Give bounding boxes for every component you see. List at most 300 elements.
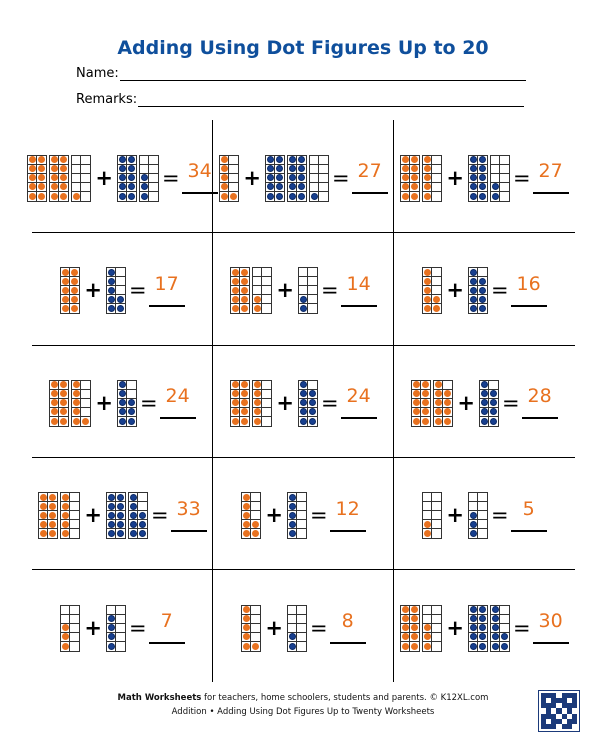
blue-dot xyxy=(289,530,296,537)
blue-dot xyxy=(501,643,508,650)
blue-dot xyxy=(117,296,124,303)
addition-problem xyxy=(213,493,394,539)
plus-sign: + xyxy=(446,278,464,302)
addition-problem xyxy=(32,605,213,651)
orange-dot xyxy=(73,418,80,425)
ten-frame xyxy=(287,492,307,539)
answer-underline xyxy=(330,642,366,644)
blue-dot xyxy=(479,606,486,613)
blue-dot xyxy=(470,287,477,294)
blue-dot xyxy=(267,174,274,181)
blue-dot xyxy=(108,521,115,528)
blue-dot xyxy=(289,643,296,650)
orange-dot xyxy=(241,296,248,303)
answer-underline xyxy=(341,417,377,419)
blue-dot xyxy=(309,399,316,406)
addition-problem xyxy=(213,605,394,651)
orange-dot xyxy=(424,156,431,163)
blue-dot xyxy=(108,624,115,631)
ten-frame xyxy=(241,492,261,539)
footer-brand: Math Worksheets xyxy=(117,693,202,703)
orange-dot xyxy=(73,390,80,397)
orange-dot xyxy=(51,156,58,163)
orange-dot xyxy=(243,521,250,528)
blue-dot xyxy=(130,503,137,510)
plus-sign: + xyxy=(243,165,261,190)
orange-dot xyxy=(402,193,409,200)
answer-blank[interactable] xyxy=(160,387,196,419)
blue-dot-figure xyxy=(265,155,329,202)
blue-dot xyxy=(298,193,305,200)
blue-dot xyxy=(470,633,477,640)
orange-dot xyxy=(243,615,250,622)
blue-dot-figure xyxy=(468,155,510,202)
orange-dot xyxy=(62,624,69,631)
orange-dot xyxy=(424,643,431,650)
blue-dot xyxy=(108,615,115,622)
answer-underline xyxy=(171,530,207,532)
orange-dot xyxy=(221,174,228,181)
orange-dot xyxy=(62,269,69,276)
orange-dot xyxy=(62,530,69,537)
orange-dot xyxy=(221,183,228,190)
blue-dot xyxy=(470,624,477,631)
blue-dot xyxy=(289,193,296,200)
orange-dot xyxy=(62,494,69,501)
blue-dot xyxy=(119,156,126,163)
orange-dot xyxy=(62,521,69,528)
orange-dot xyxy=(402,643,409,650)
remarks-field[interactable] xyxy=(76,92,524,107)
blue-dot xyxy=(470,615,477,622)
orange-dot xyxy=(40,521,47,528)
orange-dot xyxy=(243,512,250,519)
orange-dot xyxy=(444,408,451,415)
orange-dot xyxy=(40,494,47,501)
problem-cell xyxy=(32,233,213,346)
blue-dot-figure xyxy=(298,380,318,427)
orange-dot xyxy=(82,418,89,425)
orange-dot-figure xyxy=(219,155,239,202)
orange-dot xyxy=(424,269,431,276)
answer-underline xyxy=(330,530,366,532)
addition-problem xyxy=(394,268,575,314)
ten-frame xyxy=(468,267,488,314)
orange-dot xyxy=(422,399,429,406)
orange-dot xyxy=(232,418,239,425)
orange-dot xyxy=(38,174,45,181)
orange-dot xyxy=(38,165,45,172)
answer-underline xyxy=(511,305,547,307)
orange-dot xyxy=(241,269,248,276)
ten-frame xyxy=(139,155,159,202)
orange-dot-figure xyxy=(230,267,272,314)
ten-frame xyxy=(106,492,126,539)
answer-underline xyxy=(149,305,185,307)
orange-dot xyxy=(424,287,431,294)
answer-blank[interactable] xyxy=(533,612,569,644)
blue-dot xyxy=(108,305,115,312)
blue-dot xyxy=(119,183,126,190)
ten-frame xyxy=(468,492,488,539)
name-field[interactable] xyxy=(76,66,526,81)
orange-dot xyxy=(411,193,418,200)
orange-dot xyxy=(444,390,451,397)
blue-dot xyxy=(108,633,115,640)
addition-problem xyxy=(394,155,575,201)
blue-dot xyxy=(470,305,477,312)
equals-sign: = xyxy=(310,503,328,527)
answer-blank[interactable] xyxy=(171,497,207,532)
blue-dot xyxy=(289,521,296,528)
orange-dot xyxy=(62,643,69,650)
orange-dot xyxy=(424,530,431,537)
blue-dot xyxy=(492,624,499,631)
orange-dot xyxy=(62,633,69,640)
orange-dot xyxy=(433,305,440,312)
blue-dot xyxy=(470,278,477,285)
orange-dot xyxy=(424,278,431,285)
plus-sign: + xyxy=(84,503,102,527)
blue-dot xyxy=(479,643,486,650)
blue-dot xyxy=(267,165,274,172)
blue-dot xyxy=(481,390,488,397)
name-label: Name: xyxy=(76,66,119,81)
ten-frame xyxy=(71,155,91,202)
blue-dot xyxy=(309,418,316,425)
answer-value: 27 xyxy=(357,160,382,182)
orange-dot xyxy=(221,165,228,172)
orange-dot xyxy=(241,287,248,294)
blue-dot xyxy=(289,503,296,510)
blue-dot xyxy=(289,156,296,163)
blue-dot xyxy=(128,174,135,181)
blue-dot xyxy=(119,165,126,172)
orange-dot xyxy=(60,399,67,406)
blue-dot xyxy=(108,494,115,501)
orange-dot xyxy=(29,183,36,190)
orange-dot xyxy=(424,305,431,312)
orange-dot xyxy=(241,399,248,406)
blue-dot-figure xyxy=(287,605,307,652)
plus-sign: + xyxy=(265,615,283,640)
ten-frame xyxy=(298,267,318,314)
orange-dot xyxy=(60,408,67,415)
blue-dot-figure xyxy=(106,605,126,652)
orange-dot xyxy=(424,165,431,172)
ten-frame xyxy=(106,605,126,652)
blue-dot xyxy=(119,381,126,388)
name-line[interactable] xyxy=(120,67,526,81)
answer-value: 7 xyxy=(160,610,173,632)
orange-dot-figure xyxy=(422,267,442,314)
orange-dot xyxy=(411,156,418,163)
answer-blank[interactable] xyxy=(511,272,547,307)
orange-dot xyxy=(422,381,429,388)
orange-dot xyxy=(435,408,442,415)
answer-value: 28 xyxy=(527,385,552,407)
orange-dot xyxy=(444,418,451,425)
blue-dot xyxy=(470,174,477,181)
blue-dot xyxy=(492,193,499,200)
ten-frame xyxy=(241,605,261,652)
orange-dot xyxy=(413,418,420,425)
ten-frame xyxy=(252,380,272,427)
blue-dot xyxy=(117,503,124,510)
blue-dot-figure xyxy=(468,267,488,314)
orange-dot xyxy=(252,643,259,650)
problem-cell xyxy=(213,345,394,458)
orange-dot xyxy=(424,521,431,528)
blue-dot xyxy=(119,408,126,415)
blue-dot-figure xyxy=(117,380,137,427)
blue-dot xyxy=(492,615,499,622)
orange-dot xyxy=(402,174,409,181)
answer-blank[interactable] xyxy=(341,387,377,419)
ten-frame xyxy=(298,380,318,427)
answer-blank[interactable] xyxy=(511,497,547,532)
orange-dot-figure xyxy=(241,492,261,539)
orange-dot xyxy=(51,165,58,172)
blue-dot xyxy=(119,418,126,425)
blue-dot xyxy=(108,296,115,303)
ten-frame xyxy=(411,380,431,427)
remarks-label: Remarks: xyxy=(76,92,138,107)
problem-cell xyxy=(32,120,213,233)
addition-problem xyxy=(213,380,394,426)
orange-dot-figure xyxy=(411,380,453,427)
blue-dot xyxy=(470,165,477,172)
equals-sign: = xyxy=(513,615,531,640)
blue-dot xyxy=(128,418,135,425)
blue-dot xyxy=(130,530,137,537)
blue-dot xyxy=(276,156,283,163)
blue-dot xyxy=(117,521,124,528)
orange-dot xyxy=(411,643,418,650)
orange-dot xyxy=(241,408,248,415)
equals-sign: = xyxy=(513,165,531,190)
orange-dot xyxy=(243,494,250,501)
orange-dot xyxy=(402,606,409,613)
blue-dot xyxy=(119,399,126,406)
answer-underline xyxy=(522,417,558,419)
orange-dot xyxy=(51,399,58,406)
blue-dot xyxy=(479,193,486,200)
blue-dot-figure xyxy=(298,267,318,314)
answer-blank[interactable] xyxy=(330,497,366,532)
blue-dot xyxy=(481,399,488,406)
blue-dot xyxy=(311,193,318,200)
orange-dot xyxy=(411,183,418,190)
orange-dot-figure xyxy=(60,267,80,314)
qr-code-icon xyxy=(538,690,580,732)
orange-dot xyxy=(241,305,248,312)
ten-frame xyxy=(230,380,250,427)
blue-dot xyxy=(470,296,477,303)
equals-sign: = xyxy=(321,390,339,415)
orange-dot xyxy=(411,624,418,631)
ten-frame xyxy=(49,380,69,427)
ten-frame xyxy=(265,155,285,202)
orange-dot xyxy=(413,399,420,406)
blue-dot xyxy=(117,512,124,519)
problem-cell xyxy=(394,233,575,346)
answer-value: 5 xyxy=(522,497,535,520)
blue-dot xyxy=(276,193,283,200)
footer-line-1 xyxy=(0,693,606,703)
problem-cell xyxy=(213,120,394,233)
orange-dot xyxy=(51,418,58,425)
orange-dot xyxy=(422,408,429,415)
blue-dot xyxy=(492,643,499,650)
orange-dot xyxy=(435,381,442,388)
ten-frame xyxy=(479,380,499,427)
orange-dot xyxy=(40,503,47,510)
addition-problem xyxy=(213,155,394,201)
blue-dot xyxy=(300,418,307,425)
orange-dot xyxy=(40,530,47,537)
orange-dot xyxy=(73,193,80,200)
orange-dot xyxy=(402,183,409,190)
plus-sign: + xyxy=(265,503,283,527)
footer-text: for teachers, home schoolers, students and parents. © K12XL.com xyxy=(201,693,489,703)
orange-dot xyxy=(62,305,69,312)
ten-frame xyxy=(400,605,420,652)
orange-dot xyxy=(254,381,261,388)
answer-underline xyxy=(352,192,388,194)
orange-dot xyxy=(252,530,259,537)
blue-dot xyxy=(300,408,307,415)
answer-underline xyxy=(511,530,547,532)
answer-value: 24 xyxy=(346,385,371,407)
problem-cell xyxy=(394,120,575,233)
answer-blank[interactable] xyxy=(149,612,185,644)
blue-dot xyxy=(139,521,146,528)
ten-frame xyxy=(219,155,239,202)
orange-dot xyxy=(221,193,228,200)
blue-dot-figure xyxy=(468,605,510,652)
blue-dot xyxy=(289,183,296,190)
answer-blank[interactable] xyxy=(330,612,366,644)
orange-dot-figure xyxy=(422,492,442,539)
blue-dot-figure xyxy=(117,155,159,202)
blue-dot xyxy=(470,643,477,650)
orange-dot xyxy=(402,615,409,622)
orange-dot xyxy=(232,381,239,388)
orange-dot xyxy=(62,278,69,285)
orange-dot xyxy=(60,174,67,181)
blue-dot xyxy=(479,287,486,294)
problem-cell xyxy=(213,570,394,683)
orange-dot xyxy=(71,296,78,303)
footer-line-2: Addition • Adding Using Dot Figures Up to Twenty Worksheets xyxy=(171,707,435,717)
orange-dot xyxy=(62,503,69,510)
orange-dot xyxy=(232,269,239,276)
answer-value: 12 xyxy=(335,497,360,520)
ten-frame xyxy=(400,155,420,202)
orange-dot xyxy=(62,512,69,519)
remarks-line[interactable] xyxy=(138,93,524,107)
blue-dot xyxy=(490,408,497,415)
answer-value: 16 xyxy=(516,272,541,295)
blue-dot xyxy=(470,156,477,163)
orange-dot xyxy=(422,390,429,397)
blue-dot xyxy=(141,193,148,200)
orange-dot xyxy=(243,503,250,510)
blue-dot xyxy=(492,633,499,640)
answer-blank[interactable] xyxy=(341,272,377,307)
blue-dot xyxy=(470,269,477,276)
blue-dot xyxy=(128,399,135,406)
blue-dot xyxy=(481,381,488,388)
blue-dot xyxy=(470,512,477,519)
orange-dot xyxy=(38,183,45,190)
blue-dot xyxy=(300,381,307,388)
plus-sign: + xyxy=(446,615,464,640)
blue-dot xyxy=(479,183,486,190)
blue-dot xyxy=(479,165,486,172)
blue-dot-figure xyxy=(106,267,126,314)
ten-frame xyxy=(490,155,510,202)
orange-dot xyxy=(402,633,409,640)
orange-dot xyxy=(254,296,261,303)
blue-dot xyxy=(289,633,296,640)
answer-blank[interactable] xyxy=(533,162,569,194)
answer-blank[interactable] xyxy=(149,272,185,307)
equals-sign: = xyxy=(151,503,169,527)
answer-value: 24 xyxy=(165,385,190,407)
problem-cell xyxy=(32,458,213,571)
orange-dot xyxy=(40,512,47,519)
ten-frame xyxy=(117,155,137,202)
orange-dot xyxy=(73,408,80,415)
blue-dot xyxy=(490,418,497,425)
plus-sign: + xyxy=(276,390,294,415)
orange-dot xyxy=(254,390,261,397)
orange-dot xyxy=(402,165,409,172)
orange-dot xyxy=(29,193,36,200)
orange-dot xyxy=(60,193,67,200)
blue-dot-figure xyxy=(106,492,148,539)
problem-grid xyxy=(32,120,575,682)
blue-dot xyxy=(117,530,124,537)
orange-dot xyxy=(60,183,67,190)
orange-dot xyxy=(411,606,418,613)
blue-dot xyxy=(298,156,305,163)
orange-dot xyxy=(71,269,78,276)
blue-dot xyxy=(309,408,316,415)
orange-dot xyxy=(232,278,239,285)
equals-sign: = xyxy=(491,278,509,302)
equals-sign: = xyxy=(310,615,328,640)
orange-dot xyxy=(38,156,45,163)
blue-dot xyxy=(300,305,307,312)
orange-dot xyxy=(424,296,431,303)
blue-dot xyxy=(300,296,307,303)
answer-blank[interactable] xyxy=(522,387,558,419)
blue-dot xyxy=(298,174,305,181)
answer-blank[interactable] xyxy=(352,162,388,194)
orange-dot xyxy=(51,381,58,388)
orange-dot xyxy=(49,521,56,528)
answer-value: 27 xyxy=(538,160,563,182)
orange-dot xyxy=(230,193,237,200)
orange-dot xyxy=(62,287,69,294)
blue-dot xyxy=(108,503,115,510)
answer-value: 33 xyxy=(176,497,201,520)
equals-sign: = xyxy=(332,165,350,190)
blue-dot xyxy=(139,512,146,519)
